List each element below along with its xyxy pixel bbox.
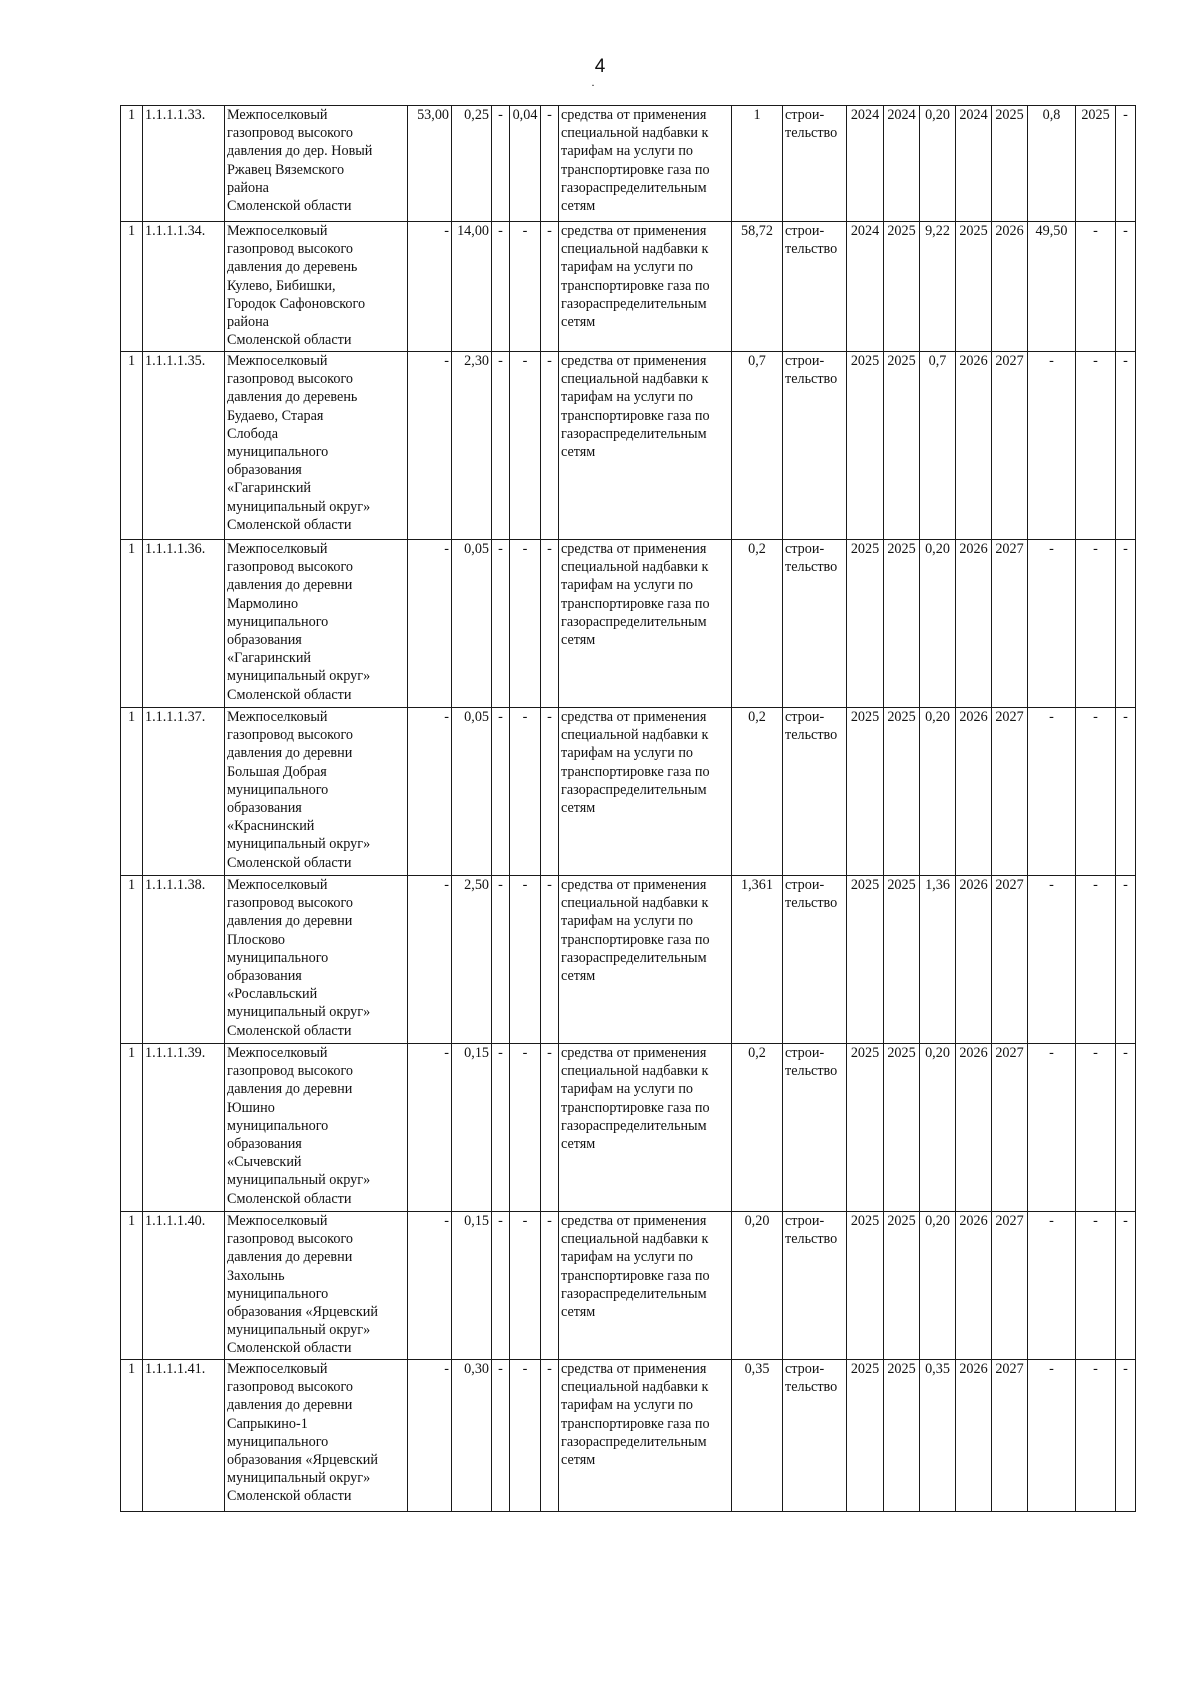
cell-value-14: 0,7 <box>920 352 956 540</box>
cell-value-8: - <box>541 106 559 222</box>
table-body <box>121 106 1136 1512</box>
cell-year-1: 2025 <box>847 1360 884 1512</box>
cell-object-name: Межпоселковый газопровод высокого давления до деревни Большая Добрая муниципального образования «Краснинский муниципальный округ» Смоленской области <box>225 708 408 876</box>
cell-value-6: - <box>492 1212 510 1360</box>
cell-value-4: - <box>408 876 452 1044</box>
cell-section: 1 <box>121 876 143 1044</box>
cell-value-19: - <box>1116 1212 1136 1360</box>
cell-year-3: 2026 <box>956 708 992 876</box>
cell-work-type: строи- тельство <box>783 222 847 352</box>
scan-speck: · <box>591 78 595 92</box>
cell-value-14: 0,35 <box>920 1360 956 1512</box>
cell-value-4: - <box>408 1360 452 1512</box>
cell-value-14: 0,20 <box>920 1212 956 1360</box>
cell-object-name: Межпоселковый газопровод высокого давления до деревень Кулево, Бибишки, Городок Сафоновского района Смоленской области <box>225 222 408 352</box>
cell-value-8: - <box>541 708 559 876</box>
cell-value-6: - <box>492 708 510 876</box>
cell-value-17: 49,50 <box>1028 222 1076 352</box>
cell-year-1: 2025 <box>847 540 884 708</box>
cell-object-name: Межпоселковый газопровод высокого давления до деревни Плосково муниципального образования «Рославльский муниципальный округ» Смоленской области <box>225 876 408 1044</box>
cell-value-6: - <box>492 106 510 222</box>
cell-value-17: - <box>1028 876 1076 1044</box>
cell-value-19: - <box>1116 106 1136 222</box>
cell-year-4: 2026 <box>992 222 1028 352</box>
cell-value-8: - <box>541 1212 559 1360</box>
cell-value-19: - <box>1116 352 1136 540</box>
cell-value-14: 1,36 <box>920 876 956 1044</box>
table-row <box>121 1044 1136 1212</box>
cell-year-2: 2025 <box>884 1360 920 1512</box>
cell-value-4: - <box>408 540 452 708</box>
cell-year-1: 2025 <box>847 352 884 540</box>
cell-value-19: - <box>1116 1360 1136 1512</box>
cell-value-5: 0,05 <box>452 540 492 708</box>
investment-program-table <box>120 105 1136 1512</box>
cell-section: 1 <box>121 540 143 708</box>
cell-amount: 58,72 <box>732 222 783 352</box>
cell-value-7: - <box>510 352 541 540</box>
cell-section: 1 <box>121 1044 143 1212</box>
cell-amount: 1 <box>732 106 783 222</box>
cell-funding-source: средства от применения специальной надбавки к тарифам на услуги по транспортировке газа по газораспределительным сетям <box>559 1044 732 1212</box>
cell-year-3: 2026 <box>956 352 992 540</box>
cell-item-code: 1.1.1.1.40. <box>143 1212 225 1360</box>
table-row <box>121 222 1136 352</box>
cell-item-code: 1.1.1.1.35. <box>143 352 225 540</box>
cell-work-type: строи- тельство <box>783 352 847 540</box>
cell-value-18: - <box>1076 1044 1116 1212</box>
cell-amount: 0,7 <box>732 352 783 540</box>
cell-work-type: строи- тельство <box>783 708 847 876</box>
cell-work-type: строи- тельство <box>783 876 847 1044</box>
cell-value-17: - <box>1028 1044 1076 1212</box>
cell-work-type: строи- тельство <box>783 1360 847 1512</box>
cell-value-4: - <box>408 1044 452 1212</box>
cell-value-19: - <box>1116 1044 1136 1212</box>
cell-value-8: - <box>541 876 559 1044</box>
cell-amount: 0,2 <box>732 540 783 708</box>
cell-value-6: - <box>492 540 510 708</box>
cell-value-6: - <box>492 876 510 1044</box>
cell-year-4: 2027 <box>992 1360 1028 1512</box>
table-row <box>121 540 1136 708</box>
cell-section: 1 <box>121 106 143 222</box>
cell-year-2: 2025 <box>884 1212 920 1360</box>
cell-year-4: 2025 <box>992 106 1028 222</box>
cell-year-2: 2025 <box>884 352 920 540</box>
cell-value-7: - <box>510 708 541 876</box>
cell-funding-source: средства от применения специальной надбавки к тарифам на услуги по транспортировке газа по газораспределительным сетям <box>559 540 732 708</box>
cell-year-1: 2025 <box>847 1044 884 1212</box>
cell-amount: 0,2 <box>732 708 783 876</box>
cell-value-17: - <box>1028 540 1076 708</box>
cell-year-1: 2025 <box>847 1212 884 1360</box>
cell-year-3: 2026 <box>956 876 992 1044</box>
cell-value-7: - <box>510 222 541 352</box>
cell-year-1: 2025 <box>847 876 884 1044</box>
cell-year-4: 2027 <box>992 352 1028 540</box>
cell-funding-source: средства от применения специальной надбавки к тарифам на услуги по транспортировке газа по газораспределительным сетям <box>559 1360 732 1512</box>
cell-value-4: - <box>408 222 452 352</box>
cell-item-code: 1.1.1.1.39. <box>143 1044 225 1212</box>
cell-year-2: 2025 <box>884 1044 920 1212</box>
cell-item-code: 1.1.1.1.36. <box>143 540 225 708</box>
cell-object-name: Межпоселковый газопровод высокого давления до деревни Сапрыкино-1 муниципального образования «Ярцевский муниципальный округ» Смоленской области <box>225 1360 408 1512</box>
cell-amount: 0,2 <box>732 1044 783 1212</box>
cell-object-name: Межпоселковый газопровод высокого давления до дер. Новый Ржавец Вяземского района Смоленской области <box>225 106 408 222</box>
cell-value-18: 2025 <box>1076 106 1116 222</box>
cell-year-3: 2026 <box>956 540 992 708</box>
cell-value-19: - <box>1116 708 1136 876</box>
cell-year-4: 2027 <box>992 708 1028 876</box>
cell-value-18: - <box>1076 708 1116 876</box>
cell-value-8: - <box>541 222 559 352</box>
cell-funding-source: средства от применения специальной надбавки к тарифам на услуги по транспортировке газа по газораспределительным сетям <box>559 708 732 876</box>
cell-year-3: 2024 <box>956 106 992 222</box>
cell-section: 1 <box>121 222 143 352</box>
table-row <box>121 1212 1136 1360</box>
cell-value-7: - <box>510 876 541 1044</box>
cell-item-code: 1.1.1.1.38. <box>143 876 225 1044</box>
cell-value-18: - <box>1076 1360 1116 1512</box>
cell-value-14: 0,20 <box>920 540 956 708</box>
cell-value-17: - <box>1028 1212 1076 1360</box>
cell-value-17: - <box>1028 352 1076 540</box>
cell-value-17: - <box>1028 1360 1076 1512</box>
cell-year-3: 2026 <box>956 1360 992 1512</box>
cell-value-18: - <box>1076 540 1116 708</box>
cell-value-6: - <box>492 1360 510 1512</box>
cell-year-2: 2024 <box>884 106 920 222</box>
cell-funding-source: средства от применения специальной надбавки к тарифам на услуги по транспортировке газа по газораспределительным сетям <box>559 352 732 540</box>
cell-value-6: - <box>492 1044 510 1212</box>
cell-value-5: 2,50 <box>452 876 492 1044</box>
cell-item-code: 1.1.1.1.33. <box>143 106 225 222</box>
cell-value-6: - <box>492 222 510 352</box>
cell-value-7: - <box>510 540 541 708</box>
cell-funding-source: средства от применения специальной надбавки к тарифам на услуги по транспортировке газа по газораспределительным сетям <box>559 222 732 352</box>
cell-section: 1 <box>121 352 143 540</box>
cell-item-code: 1.1.1.1.37. <box>143 708 225 876</box>
cell-value-8: - <box>541 352 559 540</box>
cell-year-3: 2026 <box>956 1044 992 1212</box>
cell-value-17: - <box>1028 708 1076 876</box>
cell-year-2: 2025 <box>884 222 920 352</box>
cell-section: 1 <box>121 1212 143 1360</box>
cell-value-5: 0,15 <box>452 1212 492 1360</box>
cell-value-4: - <box>408 708 452 876</box>
cell-work-type: строи- тельство <box>783 1212 847 1360</box>
cell-work-type: строи- тельство <box>783 106 847 222</box>
cell-funding-source: средства от применения специальной надбавки к тарифам на услуги по транспортировке газа по газораспределительным сетям <box>559 106 732 222</box>
cell-year-2: 2025 <box>884 708 920 876</box>
cell-value-19: - <box>1116 222 1136 352</box>
cell-value-8: - <box>541 1360 559 1512</box>
cell-amount: 0,20 <box>732 1212 783 1360</box>
cell-work-type: строи- тельство <box>783 1044 847 1212</box>
cell-value-5: 0,30 <box>452 1360 492 1512</box>
cell-amount: 1,361 <box>732 876 783 1044</box>
cell-value-7: - <box>510 1212 541 1360</box>
table-row <box>121 106 1136 222</box>
cell-amount: 0,35 <box>732 1360 783 1512</box>
cell-value-6: - <box>492 352 510 540</box>
cell-object-name: Межпоселковый газопровод высокого давления до деревни Мармолино муниципального образования «Гагаринский муниципальный округ» Смоленской области <box>225 540 408 708</box>
cell-item-code: 1.1.1.1.34. <box>143 222 225 352</box>
cell-year-4: 2027 <box>992 1044 1028 1212</box>
cell-value-7: 0,04 <box>510 106 541 222</box>
cell-year-2: 2025 <box>884 876 920 1044</box>
cell-value-5: 0,05 <box>452 708 492 876</box>
cell-year-4: 2027 <box>992 876 1028 1044</box>
cell-value-7: - <box>510 1360 541 1512</box>
cell-year-2: 2025 <box>884 540 920 708</box>
cell-value-5: 14,00 <box>452 222 492 352</box>
cell-value-18: - <box>1076 1212 1116 1360</box>
cell-value-4: - <box>408 1212 452 1360</box>
cell-value-19: - <box>1116 540 1136 708</box>
cell-value-7: - <box>510 1044 541 1212</box>
cell-value-4: 53,00 <box>408 106 452 222</box>
cell-value-17: 0,8 <box>1028 106 1076 222</box>
cell-item-code: 1.1.1.1.41. <box>143 1360 225 1512</box>
cell-year-3: 2025 <box>956 222 992 352</box>
cell-year-4: 2027 <box>992 540 1028 708</box>
cell-object-name: Межпоселковый газопровод высокого давления до деревень Будаево, Старая Слобода муниципального образования «Гагаринский муниципальный округ» Смоленской области <box>225 352 408 540</box>
cell-year-1: 2024 <box>847 106 884 222</box>
cell-value-14: 0,20 <box>920 106 956 222</box>
cell-year-4: 2027 <box>992 1212 1028 1360</box>
cell-funding-source: средства от применения специальной надбавки к тарифам на услуги по транспортировке газа по газораспределительным сетям <box>559 1212 732 1360</box>
cell-value-18: - <box>1076 352 1116 540</box>
cell-value-5: 2,30 <box>452 352 492 540</box>
cell-value-5: 0,15 <box>452 1044 492 1212</box>
cell-section: 1 <box>121 1360 143 1512</box>
cell-value-14: 0,20 <box>920 708 956 876</box>
cell-value-14: 0,20 <box>920 1044 956 1212</box>
cell-value-8: - <box>541 1044 559 1212</box>
cell-value-8: - <box>541 540 559 708</box>
cell-object-name: Межпоселковый газопровод высокого давления до деревни Захолынь муниципального образования «Ярцевский муниципальный округ» Смоленской области <box>225 1212 408 1360</box>
cell-year-1: 2025 <box>847 708 884 876</box>
cell-funding-source: средства от применения специальной надбавки к тарифам на услуги по транспортировке газа по газораспределительным сетям <box>559 876 732 1044</box>
table-row <box>121 708 1136 876</box>
cell-value-18: - <box>1076 876 1116 1044</box>
cell-value-14: 9,22 <box>920 222 956 352</box>
cell-work-type: строи- тельство <box>783 540 847 708</box>
cell-year-3: 2026 <box>956 1212 992 1360</box>
page-number: 4 <box>594 56 606 77</box>
cell-value-5: 0,25 <box>452 106 492 222</box>
table-row <box>121 1360 1136 1512</box>
cell-year-1: 2024 <box>847 222 884 352</box>
cell-value-18: - <box>1076 222 1116 352</box>
cell-value-19: - <box>1116 876 1136 1044</box>
cell-object-name: Межпоселковый газопровод высокого давления до деревни Юшино муниципального образования «Сычевский муниципальный округ» Смоленской области <box>225 1044 408 1212</box>
cell-section: 1 <box>121 708 143 876</box>
table-row <box>121 876 1136 1044</box>
cell-value-4: - <box>408 352 452 540</box>
table-row <box>121 352 1136 540</box>
